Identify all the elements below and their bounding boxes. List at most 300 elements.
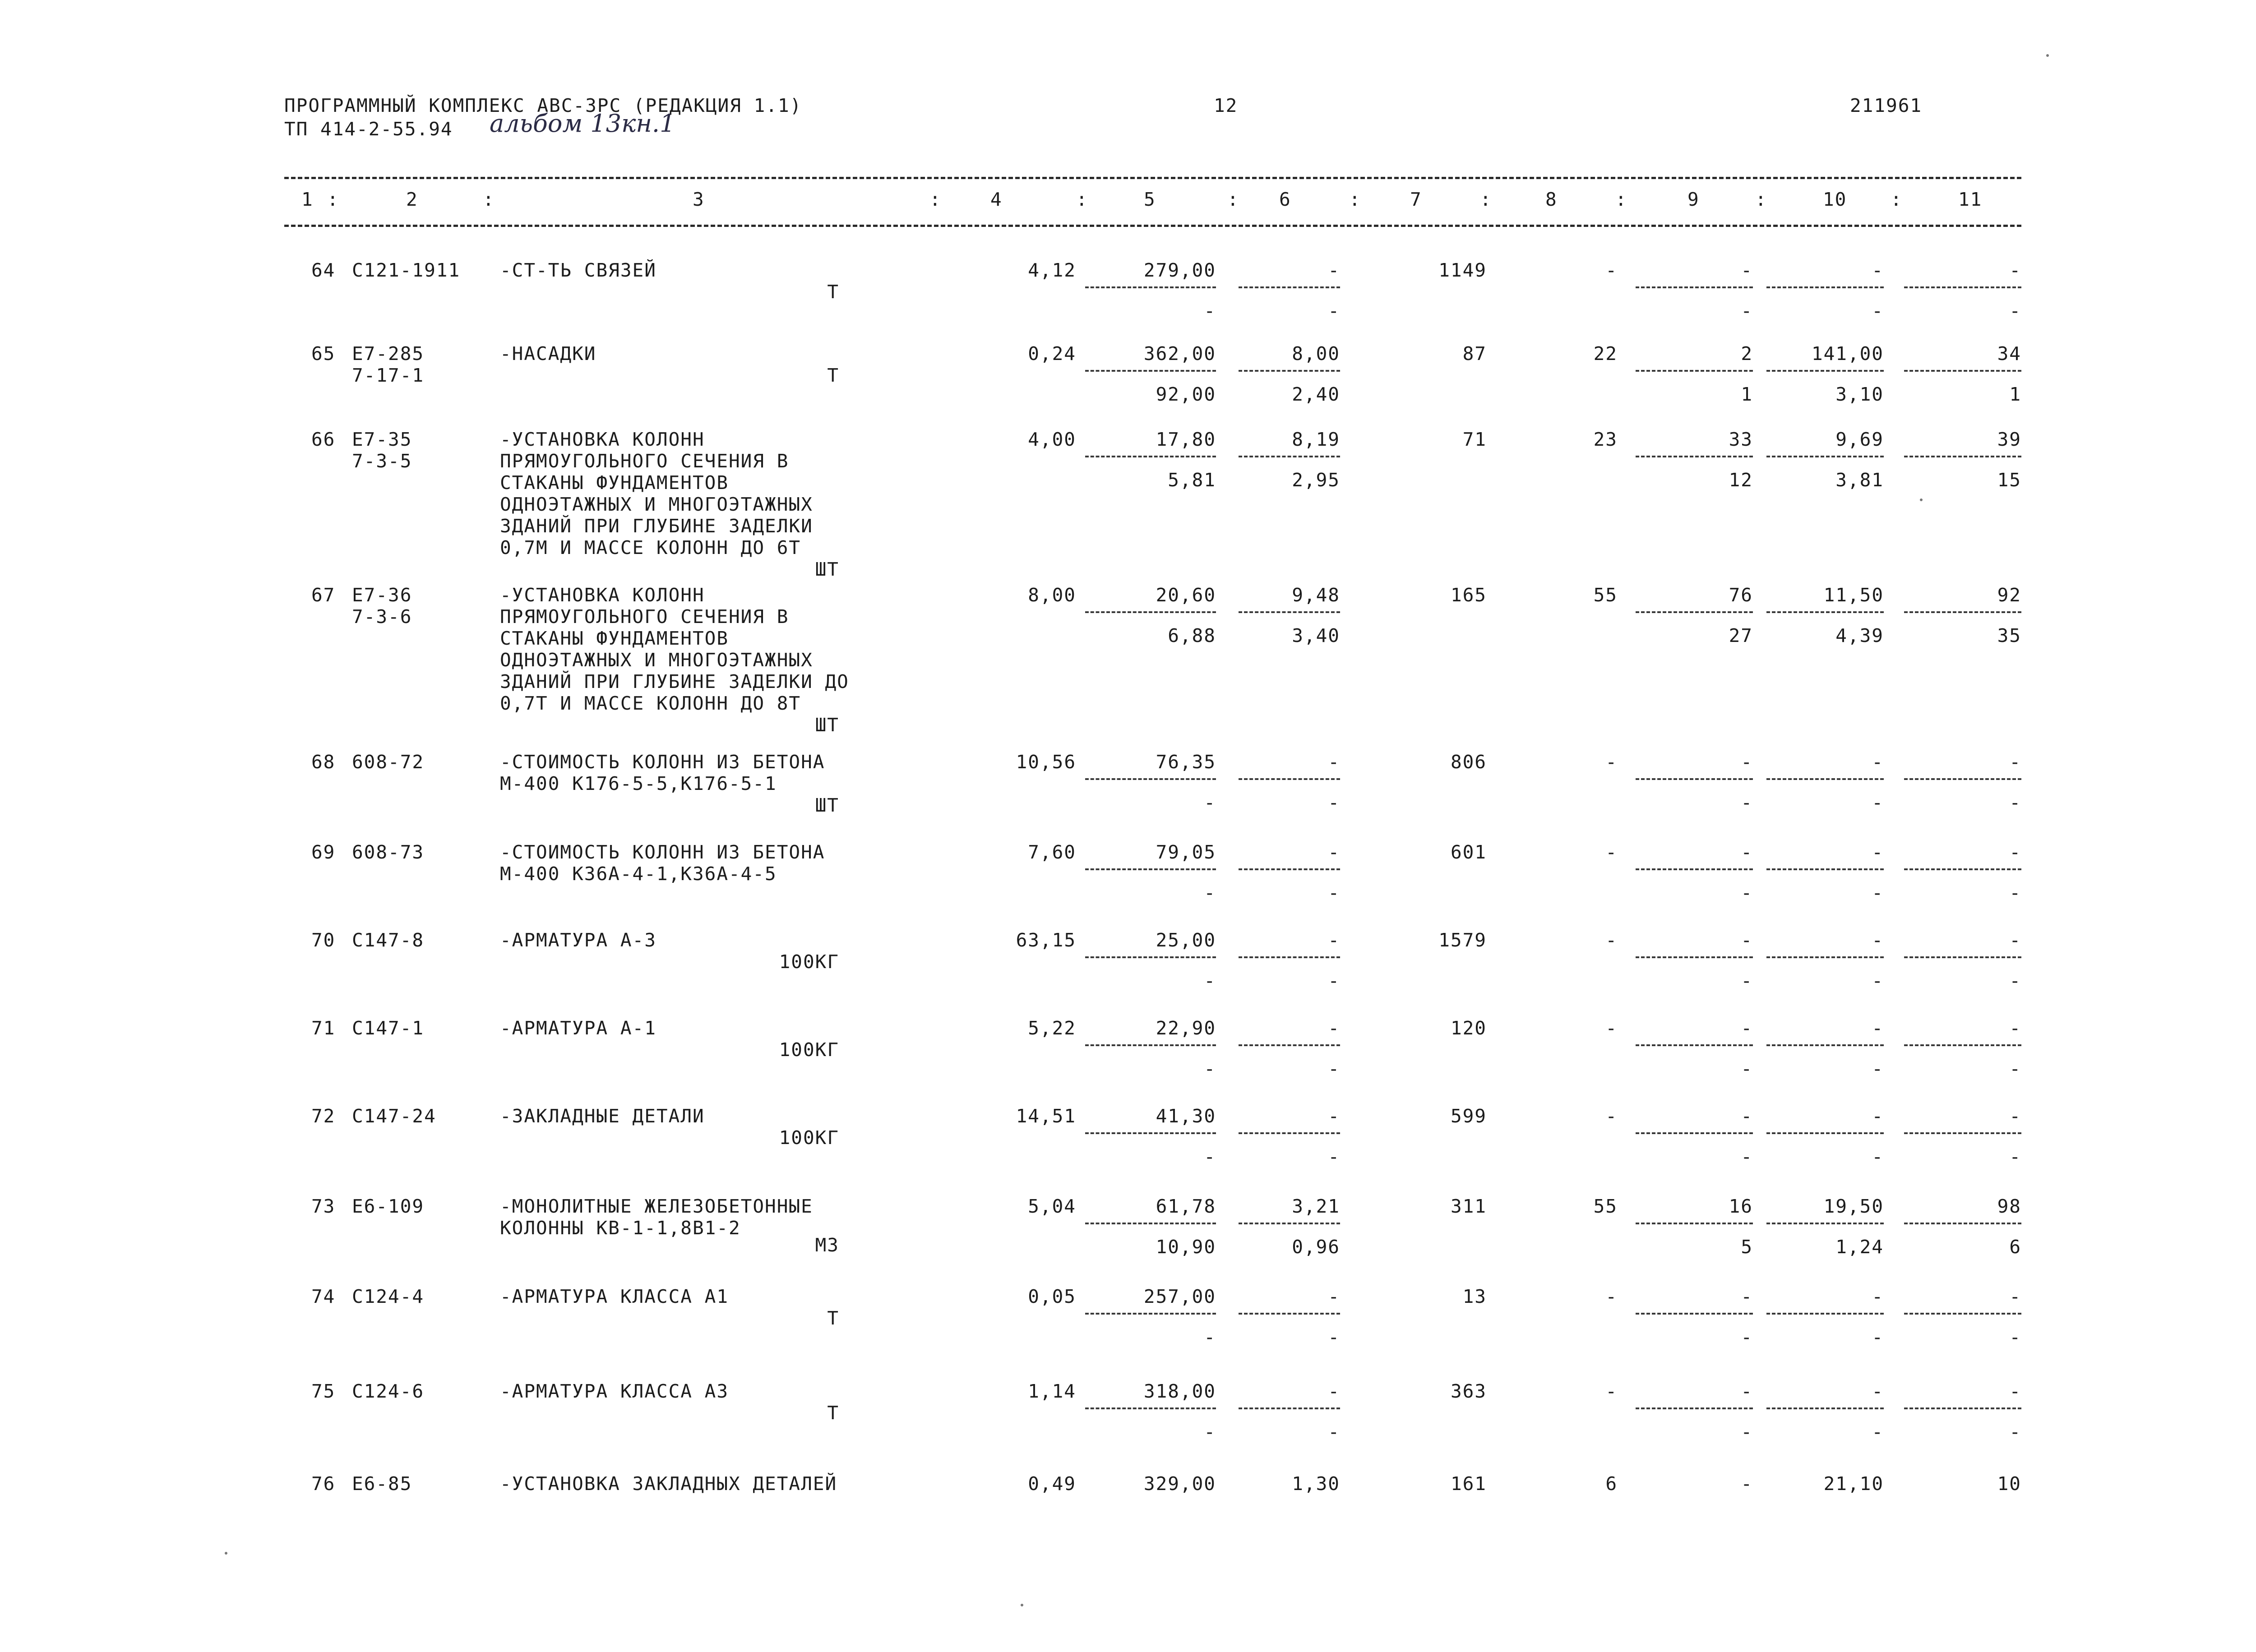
value-c10-top: - xyxy=(1872,929,1884,951)
column-separator: : xyxy=(1480,189,1492,210)
value-c11-top: - xyxy=(2009,259,2021,281)
value-c9-bottom: - xyxy=(1741,1421,1753,1443)
value-c8: - xyxy=(1605,1017,1618,1039)
fraction-line xyxy=(1766,1223,1884,1224)
fraction-line xyxy=(1766,456,1884,457)
value-c9-top: - xyxy=(1741,1105,1753,1127)
value-c9-bottom: 1 xyxy=(1741,383,1753,405)
value-c11-top: - xyxy=(2009,1017,2021,1039)
fraction-line xyxy=(1239,1313,1340,1315)
value-c5-top: 76,35 xyxy=(1156,751,1216,773)
value-c11-top: 98 xyxy=(1997,1195,2021,1217)
value-c6-top: - xyxy=(1328,1105,1340,1127)
value-c9-bottom: 5 xyxy=(1741,1236,1753,1258)
fraction-line xyxy=(1085,1132,1216,1134)
row-number: 72 xyxy=(311,1105,336,1127)
value-c7: 363 xyxy=(1450,1380,1487,1402)
column-separator: : xyxy=(1755,189,1767,210)
scan-speck xyxy=(1021,1604,1023,1606)
fraction-line xyxy=(1239,611,1340,613)
item-description: ЗДАНИЙ ПРИ ГЛУБИНЕ ЗАДЕЛКИ xyxy=(500,515,813,537)
fraction-line xyxy=(1636,1313,1753,1315)
quantity: 4,12 xyxy=(1028,259,1076,281)
value-c11-bottom: - xyxy=(2009,300,2021,322)
value-c10-bottom: - xyxy=(1872,300,1884,322)
value-c9-top: - xyxy=(1741,1380,1753,1402)
fraction-line xyxy=(1636,1223,1753,1224)
column-header-9: 9 xyxy=(1687,189,1700,210)
unit: Т xyxy=(827,1307,839,1329)
value-c7: 13 xyxy=(1462,1286,1487,1307)
value-c8: - xyxy=(1605,1286,1618,1307)
fraction-line xyxy=(1636,370,1753,372)
fraction-line xyxy=(1239,1407,1340,1409)
value-c10-top: - xyxy=(1872,751,1884,773)
item-description: -АРМАТУРА КЛАССА А1 xyxy=(500,1286,729,1307)
column-header-10: 10 xyxy=(1823,189,1847,210)
fraction-line xyxy=(1636,286,1753,288)
column-separator: : xyxy=(1076,189,1088,210)
unit: ШТ xyxy=(815,558,839,580)
value-c5-bottom: - xyxy=(1204,1058,1216,1080)
value-c6-top: - xyxy=(1328,1017,1340,1039)
value-c11-bottom: - xyxy=(2009,1146,2021,1167)
fraction-line xyxy=(1636,1407,1753,1409)
doc-code: 211961 xyxy=(1850,95,1923,116)
value-c7: 599 xyxy=(1450,1105,1487,1127)
item-code: Е6-85 xyxy=(352,1473,412,1495)
value-c6-bottom: - xyxy=(1328,1058,1340,1080)
value-c10-top: 9,69 xyxy=(1835,429,1884,450)
fraction-line xyxy=(1904,1407,2021,1409)
column-header-7: 7 xyxy=(1410,189,1422,210)
value-c6-top: 8,19 xyxy=(1292,429,1340,450)
item-description: СТАКАНЫ ФУНДАМЕНТОВ xyxy=(500,628,729,649)
fraction-line xyxy=(1085,456,1216,457)
value-c5-bottom: 10,90 xyxy=(1156,1236,1216,1258)
row-number: 74 xyxy=(311,1286,336,1307)
value-c8: - xyxy=(1605,751,1618,773)
value-c8: 55 xyxy=(1593,584,1618,606)
fraction-line xyxy=(1085,611,1216,613)
value-c10-bottom: - xyxy=(1872,970,1884,992)
value-c11-top: - xyxy=(2009,1105,2021,1127)
value-c10-bottom: - xyxy=(1872,1421,1884,1443)
value-c6-bottom: 2,40 xyxy=(1292,383,1340,405)
item-description: 0,7Т И МАССЕ КОЛОНН ДО 8Т xyxy=(500,692,801,714)
value-c9-bottom: - xyxy=(1741,1146,1753,1167)
value-c11-bottom: - xyxy=(2009,1058,2021,1080)
value-c6-bottom: - xyxy=(1328,882,1340,904)
value-c10-bottom: - xyxy=(1872,1326,1884,1348)
column-separator: : xyxy=(327,189,339,210)
fraction-line xyxy=(1904,611,2021,613)
value-c5-top: 257,00 xyxy=(1143,1286,1216,1307)
item-code: С124-6 xyxy=(352,1380,425,1402)
row-number: 73 xyxy=(311,1195,336,1217)
value-c6-top: - xyxy=(1328,1286,1340,1307)
value-c6-bottom: 0,96 xyxy=(1292,1236,1340,1258)
value-c10-top: - xyxy=(1872,841,1884,863)
fraction-line xyxy=(1636,956,1753,958)
fraction-line xyxy=(1085,1407,1216,1409)
value-c7: 1579 xyxy=(1438,929,1487,951)
value-c8: - xyxy=(1605,1105,1618,1127)
unit: Т xyxy=(827,281,839,303)
item-description: -ЗАКЛАДНЫЕ ДЕТАЛИ xyxy=(500,1105,705,1127)
item-code: Е7-285 xyxy=(352,343,425,365)
fraction-line xyxy=(1239,456,1340,457)
unit: Т xyxy=(827,1402,839,1424)
value-c11-top: - xyxy=(2009,841,2021,863)
fraction-line xyxy=(1766,1313,1884,1315)
quantity: 0,49 xyxy=(1028,1473,1076,1495)
value-c5-bottom: 5,81 xyxy=(1168,469,1216,491)
fraction-line xyxy=(1085,370,1216,372)
value-c11-top: - xyxy=(2009,1380,2021,1402)
value-c8: - xyxy=(1605,259,1618,281)
value-c7: 120 xyxy=(1450,1017,1487,1039)
column-separator: : xyxy=(483,189,495,210)
column-separator: : xyxy=(929,189,942,210)
fraction-line xyxy=(1636,1132,1753,1134)
unit: Т xyxy=(827,365,839,386)
value-c9-top: - xyxy=(1741,1473,1753,1495)
fraction-line xyxy=(1239,370,1340,372)
fraction-line xyxy=(1636,456,1753,457)
handwritten-note: альбом 13кн.1 xyxy=(490,109,675,138)
value-c5-bottom: 6,88 xyxy=(1168,625,1216,646)
value-c5-bottom: - xyxy=(1204,1421,1216,1443)
value-c5-bottom: - xyxy=(1204,1326,1216,1348)
value-c6-top: - xyxy=(1328,1380,1340,1402)
value-c10-top: 19,50 xyxy=(1823,1195,1884,1217)
fraction-line xyxy=(1904,1132,2021,1134)
value-c6-top: 9,48 xyxy=(1292,584,1340,606)
value-c8: 55 xyxy=(1593,1195,1618,1217)
value-c11-bottom: - xyxy=(2009,970,2021,992)
value-c10-top: - xyxy=(1872,259,1884,281)
quantity: 0,24 xyxy=(1028,343,1076,365)
fraction-line xyxy=(1904,286,2021,288)
fraction-line xyxy=(1636,868,1753,870)
value-c6-bottom: 2,95 xyxy=(1292,469,1340,491)
value-c6-top: - xyxy=(1328,929,1340,951)
column-header-4: 4 xyxy=(990,189,1003,210)
value-c6-bottom: - xyxy=(1328,970,1340,992)
value-c6-top: 3,21 xyxy=(1292,1195,1340,1217)
fraction-line xyxy=(1904,1313,2021,1315)
fraction-line xyxy=(1904,956,2021,958)
value-c9-bottom: - xyxy=(1741,970,1753,992)
value-c10-top: 21,10 xyxy=(1823,1473,1884,1495)
fraction-line xyxy=(1239,956,1340,958)
value-c9-top: - xyxy=(1741,1017,1753,1039)
fraction-line xyxy=(1085,1313,1216,1315)
value-c5-top: 362,00 xyxy=(1143,343,1216,365)
value-c10-bottom: 4,39 xyxy=(1835,625,1884,646)
fraction-line xyxy=(1085,778,1216,780)
value-c8: - xyxy=(1605,929,1618,951)
value-c5-top: 329,00 xyxy=(1143,1473,1216,1495)
value-c7: 165 xyxy=(1450,584,1487,606)
item-description: СТАКАНЫ ФУНДАМЕНТОВ xyxy=(500,472,729,494)
item-description: -МОНОЛИТНЫЕ ЖЕЛЕЗОБЕТОННЫЕ xyxy=(500,1195,813,1217)
page-number: 12 xyxy=(1214,95,1238,116)
fraction-line xyxy=(1085,868,1216,870)
item-code: С147-1 xyxy=(352,1017,425,1039)
unit: 100КГ xyxy=(779,1127,839,1149)
item-code: Е7-35 xyxy=(352,429,412,450)
fraction-line xyxy=(1239,868,1340,870)
value-c9-top: - xyxy=(1741,1286,1753,1307)
item-description: -АРМАТУРА КЛАССА А3 xyxy=(500,1380,729,1402)
row-number: 68 xyxy=(311,751,336,773)
value-c5-top: 279,00 xyxy=(1143,259,1216,281)
value-c5-bottom: - xyxy=(1204,300,1216,322)
value-c10-bottom: - xyxy=(1872,1146,1884,1167)
value-c7: 71 xyxy=(1462,429,1487,450)
fraction-line xyxy=(1904,1044,2021,1046)
unit: 100КГ xyxy=(779,951,839,973)
value-c9-bottom: - xyxy=(1741,882,1753,904)
unit: ШТ xyxy=(815,794,839,816)
scan-speck xyxy=(2046,54,2049,57)
value-c5-top: 17,80 xyxy=(1156,429,1216,450)
value-c6-bottom: - xyxy=(1328,1326,1340,1348)
item-description: -АРМАТУРА А-3 xyxy=(500,929,656,951)
value-c6-top: - xyxy=(1328,259,1340,281)
unit: 100КГ xyxy=(779,1039,839,1061)
fraction-line xyxy=(1766,868,1884,870)
fraction-line xyxy=(1766,1407,1884,1409)
value-c11-top: - xyxy=(2009,1286,2021,1307)
doc-title: ТП 414-2-55.94 xyxy=(284,118,453,140)
value-c9-bottom: - xyxy=(1741,792,1753,813)
value-c7: 806 xyxy=(1450,751,1487,773)
fraction-line xyxy=(1085,1223,1216,1224)
value-c7: 1149 xyxy=(1438,259,1487,281)
value-c11-bottom: 1 xyxy=(2009,383,2021,405)
value-c7: 161 xyxy=(1450,1473,1487,1495)
row-number: 66 xyxy=(311,429,336,450)
fraction-line xyxy=(1766,1044,1884,1046)
value-c8: 22 xyxy=(1593,343,1618,365)
value-c5-bottom: - xyxy=(1204,882,1216,904)
item-code: 7-3-6 xyxy=(352,606,412,628)
column-header-1: 1 xyxy=(301,189,314,210)
fraction-line xyxy=(1636,1044,1753,1046)
fraction-line xyxy=(1239,1132,1340,1134)
value-c8: 23 xyxy=(1593,429,1618,450)
fraction-line xyxy=(1904,370,2021,372)
row-number: 65 xyxy=(311,343,336,365)
item-code: С121-1911 xyxy=(352,259,461,281)
row-number: 75 xyxy=(311,1380,336,1402)
column-header-3: 3 xyxy=(693,189,705,210)
column-separator: : xyxy=(1891,189,1903,210)
value-c9-top: 2 xyxy=(1741,343,1753,365)
item-code: 7-17-1 xyxy=(352,365,425,386)
item-code: С124-4 xyxy=(352,1286,425,1307)
item-description: М-400 К176-5-5,К176-5-1 xyxy=(500,773,777,794)
value-c10-bottom: 1,24 xyxy=(1835,1236,1884,1258)
value-c9-bottom: - xyxy=(1741,1058,1753,1080)
item-description: 0,7М И МАССЕ КОЛОНН ДО 6Т xyxy=(500,537,801,558)
value-c11-top: 92 xyxy=(1997,584,2021,606)
value-c5-top: 20,60 xyxy=(1156,584,1216,606)
item-description: ЗДАНИЙ ПРИ ГЛУБИНЕ ЗАДЕЛКИ ДО xyxy=(500,671,849,692)
value-c5-bottom: - xyxy=(1204,792,1216,813)
value-c9-top: 16 xyxy=(1729,1195,1753,1217)
value-c7: 87 xyxy=(1462,343,1487,365)
quantity: 0,05 xyxy=(1028,1286,1076,1307)
value-c6-top: - xyxy=(1328,751,1340,773)
value-c10-top: - xyxy=(1872,1380,1884,1402)
value-c9-top: 33 xyxy=(1729,429,1753,450)
header-bottom-rule xyxy=(284,225,2021,227)
item-description: -УСТАНОВКА ЗАКЛАДНЫХ ДЕТАЛЕЙ xyxy=(500,1473,837,1495)
item-description: М-400 К36А-4-1,К36А-4-5 xyxy=(500,863,777,885)
item-code: С147-24 xyxy=(352,1105,436,1127)
item-description: ПРЯМОУГОЛЬНОГО СЕЧЕНИЯ В xyxy=(500,450,789,472)
value-c11-top: 39 xyxy=(1997,429,2021,450)
item-code: 7-3-5 xyxy=(352,450,412,472)
quantity: 5,04 xyxy=(1028,1195,1076,1217)
unit: ШТ xyxy=(815,714,839,736)
fraction-line xyxy=(1239,1223,1340,1224)
quantity: 8,00 xyxy=(1028,584,1076,606)
value-c8: 6 xyxy=(1605,1473,1618,1495)
value-c9-top: - xyxy=(1741,929,1753,951)
value-c6-top: 8,00 xyxy=(1292,343,1340,365)
value-c10-bottom: - xyxy=(1872,882,1884,904)
value-c10-top: - xyxy=(1872,1105,1884,1127)
item-description: КОЛОННЫ КВ-1-1,8В1-2 xyxy=(500,1217,741,1239)
value-c11-bottom: - xyxy=(2009,882,2021,904)
value-c11-top: 34 xyxy=(1997,343,2021,365)
value-c11-bottom: - xyxy=(2009,1326,2021,1348)
fraction-line xyxy=(1085,286,1216,288)
fraction-line xyxy=(1239,1044,1340,1046)
fraction-line xyxy=(1766,778,1884,780)
value-c6-bottom: - xyxy=(1328,792,1340,813)
quantity: 5,22 xyxy=(1028,1017,1076,1039)
value-c11-bottom: 15 xyxy=(1997,469,2021,491)
item-code: 608-72 xyxy=(352,751,425,773)
fraction-line xyxy=(1085,956,1216,958)
fraction-line xyxy=(1766,370,1884,372)
item-description: -АРМАТУРА А-1 xyxy=(500,1017,656,1039)
column-separator: : xyxy=(1615,189,1627,210)
value-c9-bottom: 27 xyxy=(1729,625,1753,646)
item-description: ОДНОЭТАЖНЫХ И МНОГОЭТАЖНЫХ xyxy=(500,494,813,515)
value-c5-top: 41,30 xyxy=(1156,1105,1216,1127)
column-separator: : xyxy=(1227,189,1239,210)
value-c10-top: 141,00 xyxy=(1811,343,1884,365)
column-header-2: 2 xyxy=(406,189,418,210)
column-header-11: 11 xyxy=(1958,189,1983,210)
item-description: -СТОИМОСТЬ КОЛОНН ИЗ БЕТОНА xyxy=(500,841,825,863)
item-description: ПРЯМОУГОЛЬНОГО СЕЧЕНИЯ В xyxy=(500,606,789,628)
row-number: 67 xyxy=(311,584,336,606)
item-code: С147-8 xyxy=(352,929,425,951)
column-separator: : xyxy=(1349,189,1361,210)
fraction-line xyxy=(1239,286,1340,288)
program-title: ПРОГРАММНЫЙ КОМПЛЕКС АВС-3РС (РЕДАКЦИЯ 1.1) xyxy=(284,95,802,116)
item-code: 608-73 xyxy=(352,841,425,863)
value-c9-top: - xyxy=(1741,841,1753,863)
value-c10-bottom: - xyxy=(1872,1058,1884,1080)
value-c5-top: 318,00 xyxy=(1143,1380,1216,1402)
value-c9-bottom: - xyxy=(1741,300,1753,322)
value-c5-bottom: 92,00 xyxy=(1156,383,1216,405)
value-c11-top: - xyxy=(2009,751,2021,773)
value-c9-top: - xyxy=(1741,751,1753,773)
value-c10-bottom: - xyxy=(1872,792,1884,813)
row-number: 70 xyxy=(311,929,336,951)
item-description: -СТ-ТЬ СВЯЗЕЙ xyxy=(500,259,656,281)
value-c6-bottom: 3,40 xyxy=(1292,625,1340,646)
value-c9-bottom: - xyxy=(1741,1326,1753,1348)
quantity: 63,15 xyxy=(1016,929,1076,951)
fraction-line xyxy=(1239,778,1340,780)
fraction-line xyxy=(1636,778,1753,780)
quantity: 10,56 xyxy=(1016,751,1076,773)
value-c6-top: - xyxy=(1328,841,1340,863)
quantity: 14,51 xyxy=(1016,1105,1076,1127)
unit: М3 xyxy=(815,1234,839,1256)
fraction-line xyxy=(1636,611,1753,613)
value-c5-bottom: - xyxy=(1204,1146,1216,1167)
fraction-line xyxy=(1904,456,2021,457)
value-c6-bottom: - xyxy=(1328,1146,1340,1167)
fraction-line xyxy=(1766,956,1884,958)
value-c9-top: - xyxy=(1741,259,1753,281)
value-c11-bottom: 35 xyxy=(1997,625,2021,646)
value-c6-bottom: - xyxy=(1328,300,1340,322)
value-c9-top: 76 xyxy=(1729,584,1753,606)
value-c8: - xyxy=(1605,841,1618,863)
item-description: -НАСАДКИ xyxy=(500,343,596,365)
value-c11-bottom: - xyxy=(2009,792,2021,813)
scan-speck xyxy=(1920,498,1923,501)
value-c10-top: - xyxy=(1872,1286,1884,1307)
quantity: 7,60 xyxy=(1028,841,1076,863)
value-c11-bottom: - xyxy=(2009,1421,2021,1443)
column-header-5: 5 xyxy=(1144,189,1156,210)
row-number: 69 xyxy=(311,841,336,863)
quantity: 4,00 xyxy=(1028,429,1076,450)
value-c5-bottom: - xyxy=(1204,970,1216,992)
value-c6-bottom: - xyxy=(1328,1421,1340,1443)
value-c10-top: 11,50 xyxy=(1823,584,1884,606)
value-c10-top: - xyxy=(1872,1017,1884,1039)
value-c10-bottom: 3,81 xyxy=(1835,469,1884,491)
column-header-6: 6 xyxy=(1279,189,1291,210)
quantity: 1,14 xyxy=(1028,1380,1076,1402)
value-c7: 311 xyxy=(1450,1195,1487,1217)
value-c6-top: 1,30 xyxy=(1292,1473,1340,1495)
fraction-line xyxy=(1085,1044,1216,1046)
item-description: -УСТАНОВКА КОЛОНН xyxy=(500,584,705,606)
fraction-line xyxy=(1766,286,1884,288)
row-number: 76 xyxy=(311,1473,336,1495)
value-c7: 601 xyxy=(1450,841,1487,863)
column-header-8: 8 xyxy=(1545,189,1558,210)
fraction-line xyxy=(1904,868,2021,870)
value-c11-top: - xyxy=(2009,929,2021,951)
